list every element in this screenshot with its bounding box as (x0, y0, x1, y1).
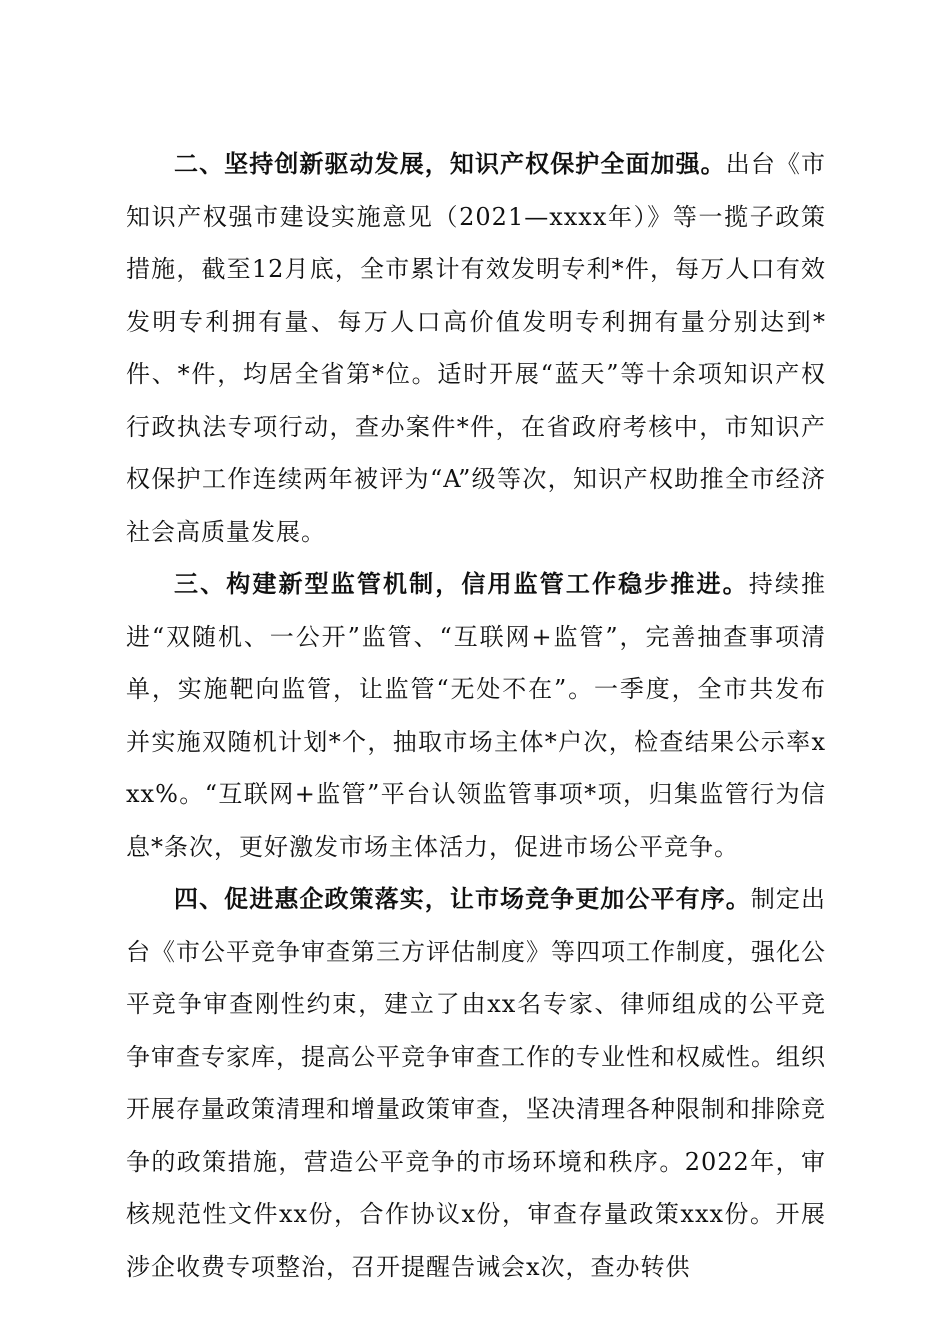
paragraph-text: 制定出台《市公平竞争审查第三方评估制度》等四项工作制度，强化公平竞争审查刚性约束，建立了由xx名专家、律师组成的公平竞争审查专家库，提高公平竞争审查工作的专业性和权威性。组织开展存量政策清理和增量政策审查，坚决清理各种限制和排除竞争的政策措施，营造公平竞争的市场环境和秩序。2022年，审核规范性文件xx份，合作协议x份，审查存量政策xxx份。开展涉企收费专项整治，召开提醒告诫会x次，查办转供 (126, 885, 827, 1281)
paragraph-heading: 四、促进惠企政策落实，让市场竞争更加公平有序。 (174, 885, 751, 913)
document-body (126, 138, 826, 1293)
paragraph-competition (126, 873, 826, 1293)
paragraph-text: 持续推进“双随机、一公开”监管、“互联网+监管”，完善抽查事项清单，实施靶向监管，让监管“无处不在”。一季度，全市共发布并实施双随机计划*个，抽取市场主体*户次，检查结果公示率xxx%。“互联网+监管”平台认领监管事项*项，归集监管行为信息*条次，更好激发市场主体活力，促进市场公平竞争。 (126, 570, 826, 861)
paragraph-text: 出台《市知识产权强市建设实施意见（2021—xxxx年）》等一揽子政策措施，截至12月底，全市累计有效发明专利*件，每万人口有效发明专利拥有量、每万人口高价值发明专利拥有量分别达到*件、*件，均居全省第*位。适时开展“蓝天”等十余项知识产权行政执法专项行动，查办案件*件，在省政府考核中，市知识产权保护工作连续两年被评为“A”级等次，知识产权助推全市经济社会高质量发展。 (126, 150, 827, 546)
paragraph-supervision (126, 558, 826, 873)
paragraph-innovation (126, 138, 826, 558)
paragraph-heading: 二、坚持创新驱动发展，知识产权保护全面加强。 (174, 150, 726, 178)
paragraph-heading: 三、构建新型监管机制，信用监管工作稳步推进。 (174, 570, 749, 598)
